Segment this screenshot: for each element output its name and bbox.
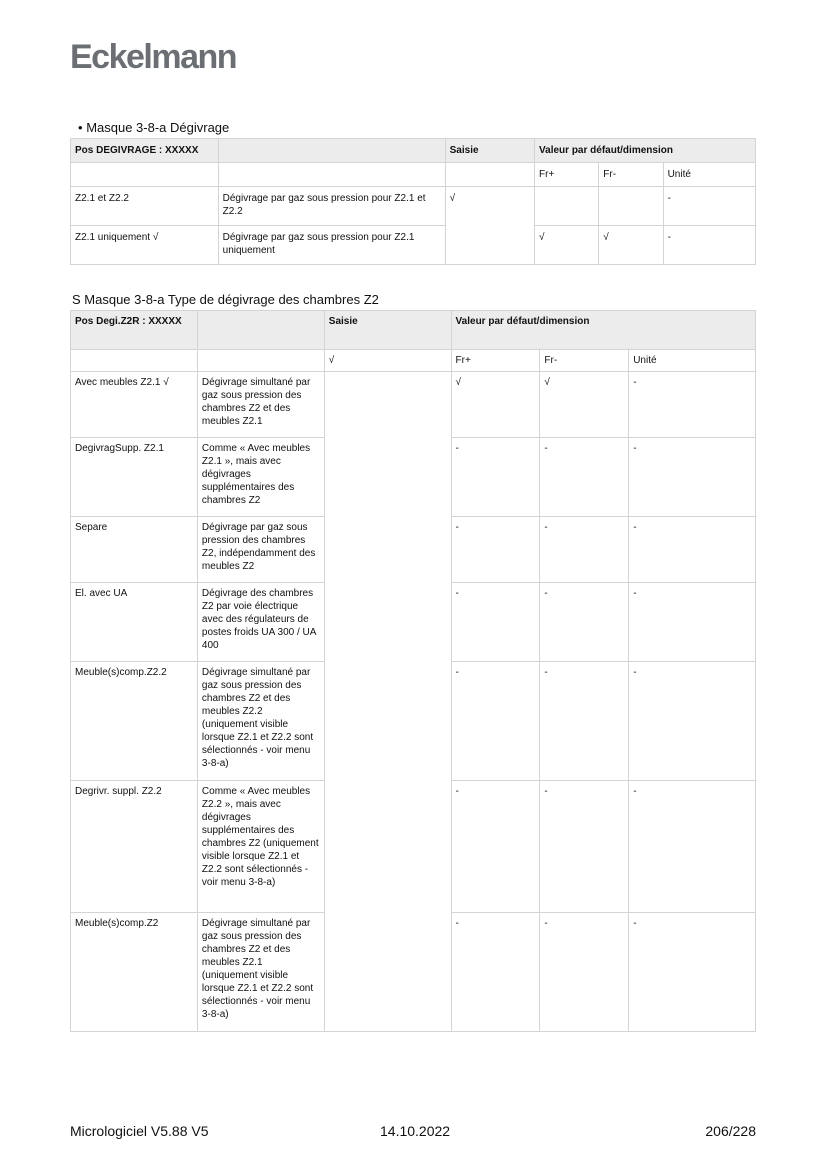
company-logo: Eckelmann: [70, 38, 237, 76]
subheader-saisie-check: √: [324, 350, 451, 372]
empty-cell: [71, 163, 219, 187]
cell-fr-minus: -: [540, 517, 629, 583]
footer-date: 14.10.2022: [380, 1123, 451, 1139]
cell-unite: -: [663, 187, 755, 226]
cell-pos: Separe: [71, 517, 198, 583]
cell-desc: Dégivrage simultané par gaz sous pression des chambres Z2 et des meubles Z2.1 (uniquement visible lorsque Z2.1 et Z2.2 sont sélectionnés - voir menu 3-8-a): [197, 913, 324, 1032]
cell-unite: -: [629, 372, 756, 438]
cell-pos: Meuble(s)comp.Z2: [71, 913, 198, 1032]
cell-fr-plus: -: [451, 583, 540, 662]
footer-software: Micrologiciel V5.88 V5: [70, 1123, 209, 1139]
cell-fr-minus: -: [540, 662, 629, 781]
cell-fr-plus: -: [451, 662, 540, 781]
cell-fr-plus: -: [451, 517, 540, 583]
subheader-fr-plus: Fr+: [535, 163, 599, 187]
cell-desc: Dégivrage simultané par gaz sous pression des chambres Z2 et des meubles Z2.2 (uniquement visible lorsque Z2.1 et Z2.2 sont sélectionnés - voir menu 3-8-a): [197, 662, 324, 781]
empty-cell: [445, 163, 534, 187]
cell-fr-minus: -: [540, 583, 629, 662]
cell-saisie: [324, 372, 451, 1032]
cell-unite: -: [663, 226, 755, 265]
cell-fr-minus: √: [599, 226, 663, 265]
cell-unite: -: [629, 438, 756, 517]
subheader-fr-minus: Fr-: [540, 350, 629, 372]
subheader-unite: Unité: [629, 350, 756, 372]
table-row: [71, 226, 756, 265]
col-header-valeur: Valeur par défaut/dimension: [451, 311, 755, 350]
cell-unite: -: [629, 781, 756, 913]
cell-unite: -: [629, 662, 756, 781]
cell-pos: Avec meubles Z2.1 √: [71, 372, 198, 438]
col-header-pos: Pos DEGIVRAGE : XXXXX: [71, 139, 219, 163]
cell-desc: Dégivrage par gaz sous pression des chambres Z2, indépendamment des meubles Z2: [197, 517, 324, 583]
cell-pos: DegivragSupp. Z2.1: [71, 438, 198, 517]
cell-fr-minus: -: [540, 438, 629, 517]
table-row: [71, 372, 756, 438]
cell-desc: Dégivrage par gaz sous pression pour Z2.1 et Z2.2: [218, 187, 445, 226]
empty-cell: [218, 163, 445, 187]
cell-fr-minus: -: [540, 781, 629, 913]
empty-cell: [197, 350, 324, 372]
cell-pos: Z2.1 uniquement √: [71, 226, 219, 265]
section2-title: S Masque 3-8-a Type de dégivrage des chambres Z2: [72, 292, 379, 307]
cell-desc: Dégivrage par gaz sous pression pour Z2.1 uniquement: [218, 226, 445, 265]
cell-fr-minus: [599, 187, 663, 226]
section1-title: [78, 120, 229, 135]
degi-z2r-table: [70, 310, 756, 1032]
cell-desc: Comme « Avec meubles Z2.1 », mais avec dégivrages supplémentaires des chambres Z2: [197, 438, 324, 517]
cell-fr-plus: √: [535, 226, 599, 265]
cell-pos: Degrivr. suppl. Z2.2: [71, 781, 198, 913]
col-header-saisie: Saisie: [445, 139, 534, 163]
table-subheader-row: [71, 350, 756, 372]
cell-fr-plus: -: [451, 913, 540, 1032]
cell-pos: Meuble(s)comp.Z2.2: [71, 662, 198, 781]
cell-unite: -: [629, 583, 756, 662]
col-header-desc: [218, 139, 445, 163]
table-subheader-row: [71, 163, 756, 187]
col-header-pos: Pos Degi.Z2R : XXXXX: [71, 311, 198, 350]
col-header-valeur: Valeur par défaut/dimension: [535, 139, 756, 163]
section1-title-text: Masque 3-8-a Dégivrage: [86, 120, 230, 135]
table-header-row: [71, 311, 756, 350]
cell-desc: Comme « Avec meubles Z2.2 », mais avec dégivrages supplémentaires des chambres Z2 (uniquement visible lorsque Z2.1 et Z2.2 sont sélectionnés - voir menu 3-8-a): [197, 781, 324, 913]
bullet: •: [78, 120, 83, 135]
cell-pos: Z2.1 et Z2.2: [71, 187, 219, 226]
cell-fr-plus: -: [451, 781, 540, 913]
col-header-desc: [197, 311, 324, 350]
cell-desc: Dégivrage simultané par gaz sous pression des chambres Z2 et des meubles Z2.1: [197, 372, 324, 438]
cell-fr-minus: -: [540, 913, 629, 1032]
cell-pos: El. avec UA: [71, 583, 198, 662]
cell-fr-plus: [535, 187, 599, 226]
table-header-row: [71, 139, 756, 163]
cell-unite: -: [629, 517, 756, 583]
degivrage-table: [70, 138, 756, 265]
table-row: [71, 187, 756, 226]
cell-saisie: √: [445, 187, 534, 265]
cell-desc: Dégivrage des chambres Z2 par voie électrique avec des régulateurs de postes froids UA 300 / UA 400: [197, 583, 324, 662]
empty-cell: [71, 350, 198, 372]
cell-fr-plus: -: [451, 438, 540, 517]
subheader-fr-minus: Fr-: [599, 163, 663, 187]
footer-page-number: 206/228: [705, 1123, 756, 1139]
subheader-fr-plus: Fr+: [451, 350, 540, 372]
cell-unite: -: [629, 913, 756, 1032]
col-header-saisie: Saisie: [324, 311, 451, 350]
cell-fr-plus: √: [451, 372, 540, 438]
subheader-unite: Unité: [663, 163, 755, 187]
cell-fr-minus: √: [540, 372, 629, 438]
